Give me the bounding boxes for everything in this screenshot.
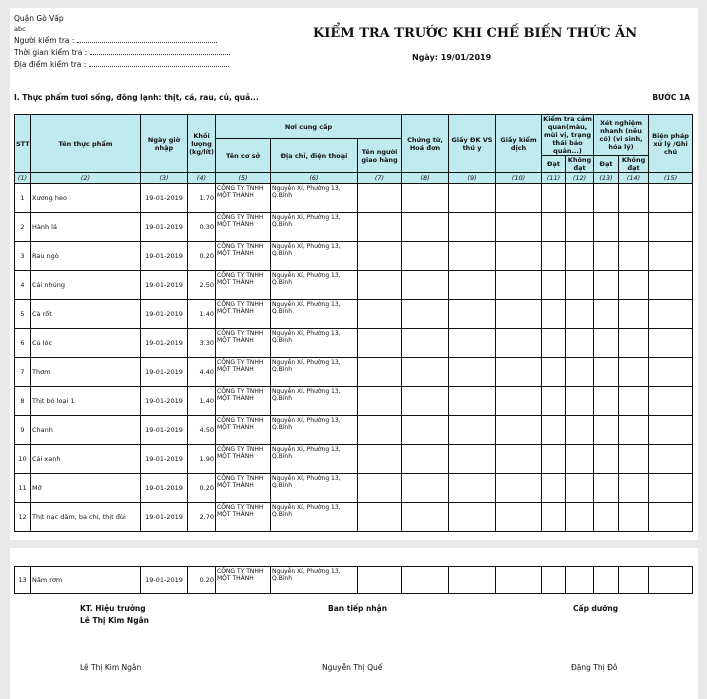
empty-cell [542, 474, 566, 503]
row-weight: 0.20 [188, 567, 216, 594]
empty-cell [649, 416, 693, 445]
inspector-line [14, 36, 217, 45]
empty-cell [496, 213, 542, 242]
empty-cell [402, 184, 449, 213]
row-stt: 2 [15, 213, 31, 242]
row-address: Nguyễn Xí, Phường 13, Q.Bình [271, 387, 358, 416]
index-cell: (5) [216, 173, 271, 184]
principal-name-top: Lê Thị Kim Ngân [80, 616, 149, 625]
table-row [15, 567, 693, 594]
col-food: Tên thực phẩm [31, 115, 141, 173]
table-row [15, 300, 693, 329]
row-weight: 1.40 [188, 300, 216, 329]
row-date: 19-01-2019 [141, 300, 188, 329]
empty-cell [566, 474, 594, 503]
empty-cell [449, 503, 496, 532]
empty-cell [619, 242, 649, 271]
empty-cell [449, 567, 496, 594]
col-deliverer: Tên người giao hàng [358, 139, 402, 173]
step-label: BƯỚC 1A [652, 93, 690, 102]
col-datetime: Ngày giờ nhập [141, 115, 188, 173]
row-weight: 1.40 [188, 387, 216, 416]
row-address: Nguyễn Xí, Phường 13, Q.Bình [271, 184, 358, 213]
empty-cell [619, 474, 649, 503]
page-sheet-2 [10, 548, 698, 699]
empty-cell [402, 213, 449, 242]
empty-cell [619, 416, 649, 445]
cook-title: Cấp dưỡng [573, 604, 619, 613]
empty-cell [542, 329, 566, 358]
row-date: 19-01-2019 [141, 184, 188, 213]
col-quick-test: Xét nghiệm nhanh (nếu có) (vi sinh, hóa lý) [594, 115, 649, 156]
row-weight: 1.90 [188, 445, 216, 474]
col-sensory-fail: Không đạt [566, 156, 594, 173]
empty-cell [594, 271, 619, 300]
row-weight: 2.70 [188, 503, 216, 532]
row-date: 19-01-2019 [141, 474, 188, 503]
row-food: Cải xanh [31, 445, 141, 474]
row-stt: 8 [15, 387, 31, 416]
empty-cell [542, 445, 566, 474]
row-stt: 1 [15, 184, 31, 213]
empty-cell [358, 300, 402, 329]
col-stt: STT [15, 115, 31, 173]
principal-name: Lê Thị Kim Ngân [80, 663, 142, 672]
empty-cell [358, 213, 402, 242]
time-dots [90, 48, 230, 55]
row-address: Nguyễn Xí, Phường 13, Q.Bình [271, 213, 358, 242]
row-address: Nguyễn Xí, Phường 13, Q.Bình [271, 358, 358, 387]
empty-cell [566, 358, 594, 387]
row-date: 19-01-2019 [141, 213, 188, 242]
col-supplier: Nơi cung cấp [216, 115, 402, 139]
row-address: Nguyễn Xí, Phường 13, Q.Bình [271, 474, 358, 503]
row-stt: 11 [15, 474, 31, 503]
empty-cell [449, 213, 496, 242]
row-food: Thịt nạc dăm, ba chỉ, thịt đùi [31, 503, 141, 532]
empty-cell [358, 416, 402, 445]
empty-cell [649, 184, 693, 213]
principal-title: KT. Hiệu trưởng [80, 604, 146, 613]
index-cell: (1) [15, 173, 31, 184]
empty-cell [566, 271, 594, 300]
empty-cell [649, 242, 693, 271]
row-weight: 2.50 [188, 271, 216, 300]
place-line [14, 60, 229, 69]
index-cell: (4) [188, 173, 216, 184]
org-label: abc [14, 25, 26, 33]
empty-cell [358, 567, 402, 594]
empty-cell [566, 184, 594, 213]
row-facility: CÔNG TY TNHH MỘT THÀNH [216, 242, 271, 271]
empty-cell [496, 445, 542, 474]
empty-cell [449, 387, 496, 416]
empty-cell [358, 184, 402, 213]
empty-cell [619, 213, 649, 242]
place-dots [89, 60, 229, 67]
row-facility: CÔNG TY TNHH MỘT THÀNH [216, 416, 271, 445]
empty-cell [619, 387, 649, 416]
row-facility: CÔNG TY TNHH MỘT THÀNH [216, 271, 271, 300]
empty-cell [402, 358, 449, 387]
empty-cell [594, 300, 619, 329]
board-name: Nguyễn Thị Quế [322, 663, 383, 672]
empty-cell [449, 445, 496, 474]
row-facility: CÔNG TY TNHH MỘT THÀNH [216, 503, 271, 532]
col-test-pass: Đạt [594, 156, 619, 173]
inspection-table [14, 114, 693, 532]
empty-cell [566, 242, 594, 271]
empty-cell [496, 474, 542, 503]
row-food: Chanh [31, 416, 141, 445]
col-address: Địa chỉ, điện thoại [271, 139, 358, 173]
row-food: Cải nhúng [31, 271, 141, 300]
empty-cell [542, 213, 566, 242]
empty-cell [594, 329, 619, 358]
empty-cell [619, 567, 649, 594]
empty-cell [649, 445, 693, 474]
col-sensory-pass: Đạt [542, 156, 566, 173]
empty-cell [358, 445, 402, 474]
empty-cell [619, 358, 649, 387]
empty-cell [496, 358, 542, 387]
row-food: Thơm [31, 358, 141, 387]
row-address: Nguyễn Xí, Phường 13, Q.Bình [271, 503, 358, 532]
empty-cell [542, 300, 566, 329]
empty-cell [542, 387, 566, 416]
table-row [15, 271, 693, 300]
page-sheet-1 [10, 8, 698, 540]
row-stt: 13 [15, 567, 31, 594]
empty-cell [619, 300, 649, 329]
row-stt: 6 [15, 329, 31, 358]
index-cell: (12) [566, 173, 594, 184]
col-action: Biện pháp xử lý /Ghi chú [649, 115, 693, 173]
row-address: Nguyễn Xí, Phường 13, Q.Bình [271, 242, 358, 271]
table-row [15, 445, 693, 474]
empty-cell [566, 300, 594, 329]
empty-cell [566, 567, 594, 594]
table-row [15, 503, 693, 532]
row-food: Củ lóc [31, 329, 141, 358]
col-weight: Khối lượng (kg/lít) [188, 115, 216, 173]
row-date: 19-01-2019 [141, 503, 188, 532]
empty-cell [449, 184, 496, 213]
empty-cell [402, 474, 449, 503]
empty-cell [594, 242, 619, 271]
empty-cell [402, 445, 449, 474]
empty-cell [402, 329, 449, 358]
index-cell: (3) [141, 173, 188, 184]
row-weight: 0.30 [188, 213, 216, 242]
row-food: Mỡ [31, 474, 141, 503]
row-stt: 3 [15, 242, 31, 271]
empty-cell [649, 387, 693, 416]
empty-cell [449, 329, 496, 358]
empty-cell [402, 416, 449, 445]
empty-cell [619, 445, 649, 474]
empty-cell [449, 474, 496, 503]
empty-cell [619, 184, 649, 213]
row-weight: 0.20 [188, 242, 216, 271]
index-cell: (6) [271, 173, 358, 184]
empty-cell [649, 213, 693, 242]
empty-cell [496, 329, 542, 358]
empty-cell [358, 474, 402, 503]
row-facility: CÔNG TY TNHH MỘT THÀNH [216, 567, 271, 594]
empty-cell [619, 503, 649, 532]
empty-cell [594, 445, 619, 474]
table-row [15, 358, 693, 387]
row-stt: 9 [15, 416, 31, 445]
col-test-fail: Không đạt [619, 156, 649, 173]
row-weight: 0.20 [188, 474, 216, 503]
row-stt: 10 [15, 445, 31, 474]
row-address: Nguyễn Xí, Phường 13, Q.Bình [271, 300, 358, 329]
index-cell: (7) [358, 173, 402, 184]
empty-cell [449, 416, 496, 445]
empty-cell [649, 329, 693, 358]
row-stt: 4 [15, 271, 31, 300]
empty-cell [619, 329, 649, 358]
date-label: Ngày: 19/01/2019 [412, 53, 492, 62]
row-weight: 1.70 [188, 184, 216, 213]
empty-cell [594, 503, 619, 532]
inspection-table-continued [14, 566, 693, 594]
empty-cell [402, 242, 449, 271]
cook-name: Đặng Thị Đô [571, 663, 618, 672]
empty-cell [566, 329, 594, 358]
empty-cell [649, 474, 693, 503]
table-row [15, 474, 693, 503]
row-weight: 4.50 [188, 416, 216, 445]
inspector-label: Người kiểm tra : [14, 36, 75, 45]
row-facility: CÔNG TY TNHH MỘT THÀNH [216, 300, 271, 329]
table-row [15, 387, 693, 416]
section-heading: I. Thực phẩm tươi sống, đông lạnh: thịt, cá, rau, củ, quả... [14, 93, 259, 102]
empty-cell [542, 242, 566, 271]
empty-cell [496, 503, 542, 532]
empty-cell [566, 445, 594, 474]
col-quarantine: Giấy kiểm dịch [496, 115, 542, 173]
time-label: Thời gian kiểm tra : [14, 48, 88, 57]
row-food: Nấm rơm [31, 567, 141, 594]
row-address: Nguyễn Xí, Phường 13, Q.Bình [271, 445, 358, 474]
row-date: 19-01-2019 [141, 358, 188, 387]
empty-cell [649, 271, 693, 300]
empty-cell [358, 271, 402, 300]
empty-cell [594, 474, 619, 503]
row-food: Rau ngò [31, 242, 141, 271]
row-date: 19-01-2019 [141, 445, 188, 474]
row-date: 19-01-2019 [141, 416, 188, 445]
row-facility: CÔNG TY TNHH MỘT THÀNH [216, 329, 271, 358]
empty-cell [649, 503, 693, 532]
empty-cell [594, 213, 619, 242]
row-facility: CÔNG TY TNHH MỘT THÀNH [216, 387, 271, 416]
row-address: Nguyễn Xí, Phường 13, Q.Bình [271, 567, 358, 594]
empty-cell [496, 184, 542, 213]
empty-cell [358, 503, 402, 532]
index-row [15, 173, 693, 184]
row-address: Nguyễn Xí, Phường 13, Q.Bình [271, 329, 358, 358]
empty-cell [594, 184, 619, 213]
empty-cell [566, 213, 594, 242]
empty-cell [402, 567, 449, 594]
row-facility: CÔNG TY TNHH MỘT THÀNH [216, 474, 271, 503]
row-stt: 12 [15, 503, 31, 532]
empty-cell [649, 358, 693, 387]
index-cell: (13) [594, 173, 619, 184]
empty-cell [496, 300, 542, 329]
empty-cell [402, 271, 449, 300]
empty-cell [449, 242, 496, 271]
empty-cell [358, 242, 402, 271]
empty-cell [542, 184, 566, 213]
empty-cell [449, 300, 496, 329]
empty-cell [542, 358, 566, 387]
row-food: Thịt bò loại 1 [31, 387, 141, 416]
inspector-dots [77, 36, 217, 43]
empty-cell [496, 387, 542, 416]
empty-cell [566, 416, 594, 445]
empty-cell [542, 503, 566, 532]
row-facility: CÔNG TY TNHH MỘT THÀNH [216, 213, 271, 242]
col-invoice: Chứng từ, Hoá đơn [402, 115, 449, 173]
table-row [15, 184, 693, 213]
page-title: KIỂM TRA TRƯỚC KHI CHẾ BIẾN THỨC ĂN [313, 26, 638, 41]
empty-cell [594, 567, 619, 594]
row-food: Hành lá [31, 213, 141, 242]
row-date: 19-01-2019 [141, 242, 188, 271]
empty-cell [449, 271, 496, 300]
empty-cell [649, 300, 693, 329]
time-line [14, 48, 230, 57]
row-facility: CÔNG TY TNHH MỘT THÀNH [216, 358, 271, 387]
row-date: 19-01-2019 [141, 387, 188, 416]
col-vet: Giấy ĐK VS thú y [449, 115, 496, 173]
index-cell: (9) [449, 173, 496, 184]
table-row [15, 416, 693, 445]
empty-cell [402, 503, 449, 532]
district-label: Quận Gò Vấp [14, 14, 64, 23]
empty-cell [594, 387, 619, 416]
col-sensory: Kiểm tra cảm quan(màu, mùi vị, trạng thái bảo quản...) [543, 115, 592, 155]
empty-cell [496, 567, 542, 594]
empty-cell [358, 387, 402, 416]
empty-cell [649, 567, 693, 594]
empty-cell [566, 387, 594, 416]
table-row [15, 242, 693, 271]
row-date: 19-01-2019 [141, 329, 188, 358]
table-row [15, 213, 693, 242]
row-food: Xương heo [31, 184, 141, 213]
empty-cell [542, 567, 566, 594]
empty-cell [496, 242, 542, 271]
row-stt: 5 [15, 300, 31, 329]
empty-cell [358, 329, 402, 358]
index-cell: (11) [542, 173, 566, 184]
row-food: Cà rốt [31, 300, 141, 329]
empty-cell [449, 358, 496, 387]
row-address: Nguyễn Xí, Phường 13, Q.Bình [271, 416, 358, 445]
empty-cell [594, 358, 619, 387]
empty-cell [619, 271, 649, 300]
empty-cell [402, 300, 449, 329]
row-facility: CÔNG TY TNHH MỘT THÀNH [216, 445, 271, 474]
empty-cell [496, 416, 542, 445]
empty-cell [358, 358, 402, 387]
place-label: Địa điểm kiểm tra : [14, 60, 87, 69]
row-date: 19-01-2019 [141, 271, 188, 300]
row-address: Nguyễn Xí, Phường 13, Q.Bình [271, 271, 358, 300]
table-row [15, 329, 693, 358]
row-facility: CÔNG TY TNHH MỘT THÀNH [216, 184, 271, 213]
empty-cell [542, 271, 566, 300]
row-stt: 7 [15, 358, 31, 387]
index-cell: (14) [619, 173, 649, 184]
index-cell: (10) [496, 173, 542, 184]
empty-cell [496, 271, 542, 300]
empty-cell [402, 387, 449, 416]
index-cell: (15) [649, 173, 693, 184]
index-cell: (2) [31, 173, 141, 184]
empty-cell [542, 416, 566, 445]
index-cell: (8) [402, 173, 449, 184]
row-weight: 4.40 [188, 358, 216, 387]
empty-cell [566, 503, 594, 532]
col-facility: Tên cơ sở [216, 139, 271, 173]
board-title: Ban tiếp nhận [328, 604, 388, 613]
row-date: 19-01-2019 [141, 567, 188, 594]
row-weight: 3.30 [188, 329, 216, 358]
empty-cell [594, 416, 619, 445]
